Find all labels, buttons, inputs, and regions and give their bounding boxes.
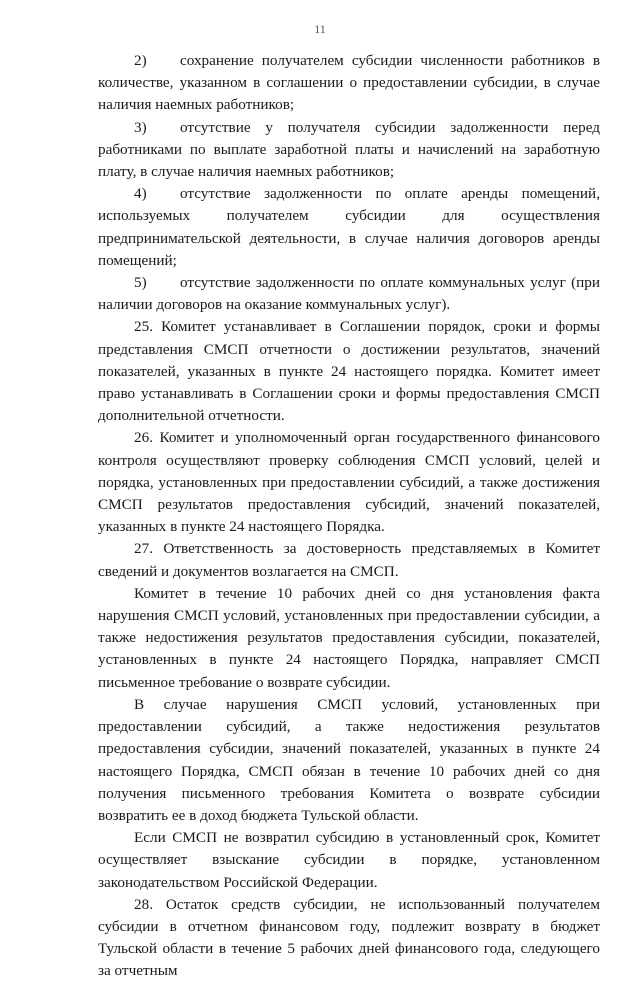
list-item (98, 183, 600, 272)
item-text: отсутствие задолженности по оплате коммунальных услуг (при наличии договоров на оказание коммунальных услуг). (98, 274, 600, 314)
item-number: 5) (134, 274, 147, 292)
item-text: отсутствие задолженности по оплате аренды помещений, используемых получателем субсидии для осуществления предпринимательской деятельности, в случае наличия договоров аренды помещений; (98, 185, 600, 269)
paragraph: Комитет в течение 10 рабочих дней со дня установления факта нарушения СМСП условий, установленных при предоставлении субсидии, а также недостижения результатов предоставления субсидии, показателей, установленных в пункте 24 настоящего Порядка, направляет СМСП письменное требование о возврате субсидии. (98, 584, 600, 691)
list-item (98, 117, 600, 184)
page-number: 11 (314, 22, 326, 36)
item-number: 2) (134, 52, 147, 69)
item-text: сохранение получателем субсидии численности работников в количестве, указанном в соглашении о предоставлении субсидии, в случае наличия наемных работников; (98, 52, 600, 114)
list-item (98, 50, 600, 117)
item-number: 3) (134, 118, 147, 136)
paragraph: В случае нарушения СМСП условий, установленных при предоставлении субсидий, а также недостижения результатов предоставления субсидии, значений показателей, указанных в пункте 24 настоящего Порядка, СМСП обязан в течение 10 рабочих дней со дня получения письменного требования Комитета о возврате субсидии возвратить ее в доход бюджета Тульской области. (98, 695, 600, 824)
paragraph-26: 26. Комитет и уполномоченный орган государственного финансового контроля осуществляют проверку соблюдения СМСП условий, целей и порядка, установленных при предоставлении субсидий, а также достижения СМСП результатов предоставления субсидий, значений показателей, указанных в пункте 24 настоящего Порядка. (98, 429, 600, 536)
item-text: отсутствие у получателя субсидии задолженности перед работниками по выплате заработной платы и начислений на заработную плату, в случае наличия наемных работников; (98, 118, 600, 181)
paragraph-28: 28. Остаток средств субсидии, не использованный получателем субсидии в отчетном финансовом году, подлежит возврату в бюджет Тульской области в течение 5 рабочих дней финансового года, следующего за отчетным (98, 895, 600, 980)
item-number: 4) (134, 185, 147, 203)
paragraph: Если СМСП не возвратил субсидию в установленный срок, Комитет осуществляет взыскание субсидии в порядке, установленном законодательством Российской Федерации. (98, 829, 600, 891)
document-body (98, 50, 600, 983)
paragraph-25: 25. Комитет устанавливает в Соглашении порядок, сроки и формы представления СМСП отчетности о достижении результатов, значений показателей, указанных в пункте 24 настоящего порядка. Комитет имеет право устанавливать в Соглашении сроки и формы предоставления СМСП дополнительной отчетности. (98, 318, 600, 425)
list-item (98, 272, 600, 316)
paragraph-27: 27. Ответственность за достоверность представляемых в Комитет сведений и документов возлагается на СМСП. (98, 540, 600, 580)
